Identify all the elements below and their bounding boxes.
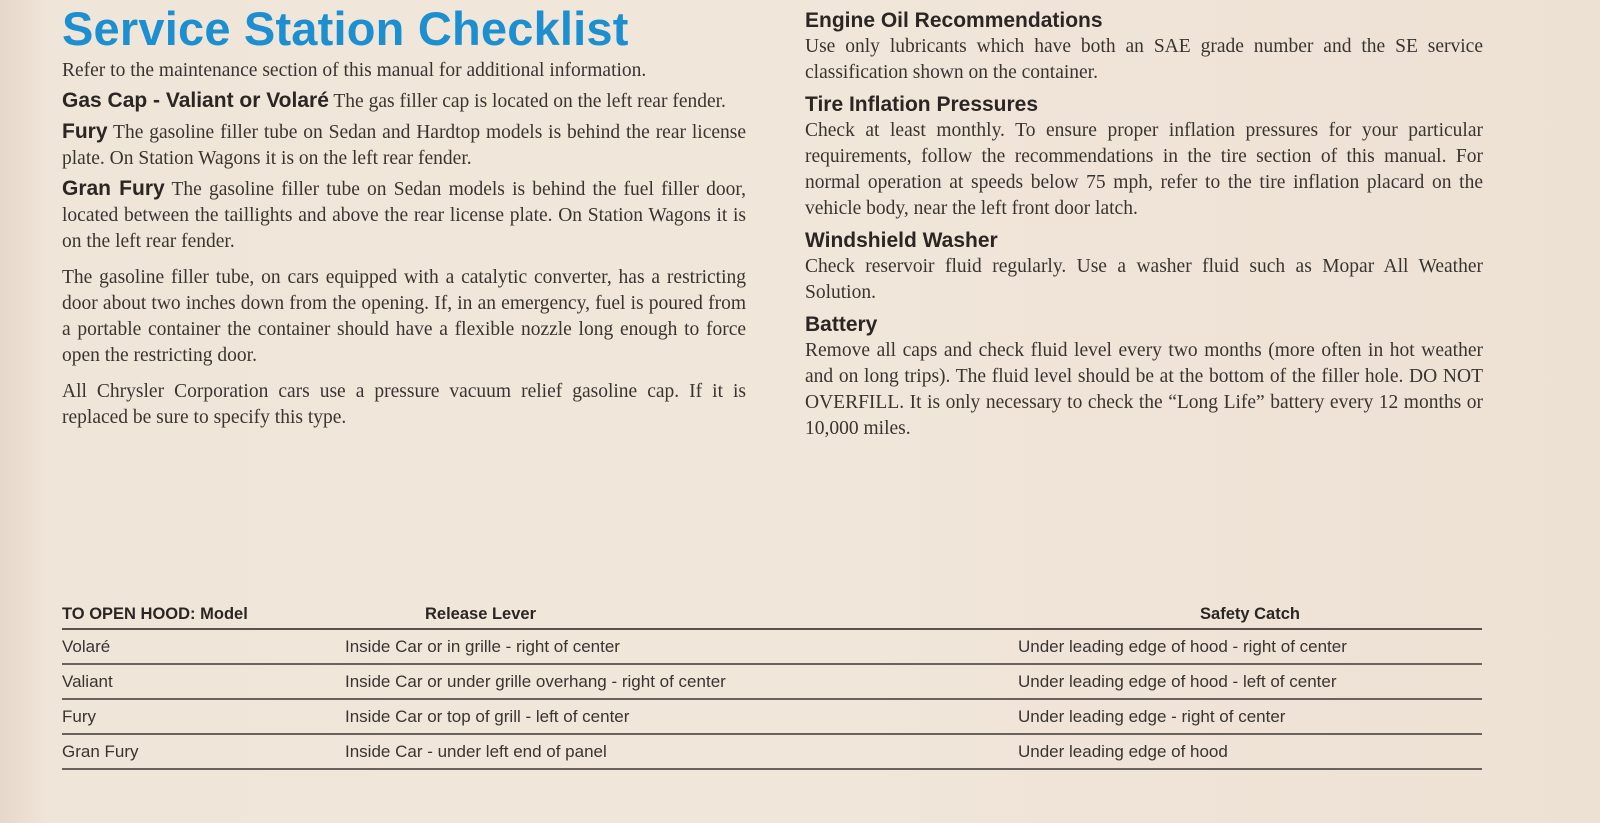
cell-model: Volaré (62, 629, 345, 664)
battery-text: Remove all caps and check fluid level every two months (more often in hot weather and on long trips). The fluid level should be at the bottom of the filler hole. DO NOT OVERFILL. It is only necessary to check the “Long Life” battery every 12 months or 10,000 miles. (805, 340, 1483, 439)
cell-safety-catch: Under leading edge of hood - right of center (1018, 629, 1482, 664)
header-model: TO OPEN HOOD: Model (62, 603, 345, 629)
page-title: Service Station Checklist (62, 2, 629, 55)
intro-paragraph: Refer to the maintenance section of this manual for additional information. (62, 60, 647, 81)
tire-inflation-text: Check at least monthly. To ensure proper inflation pressures for your particular requirements, follow the recommendations in the tire section of this manual. For normal operation at speeds below 75 mph, refer to the tire inflation placard on the vehicle body, near the left front door latch. (805, 120, 1483, 219)
gas-cap-section (62, 88, 746, 115)
cell-release-lever: Inside Car or in grille - right of center (345, 629, 1018, 664)
catalytic-paragraph: The gasoline filler tube, on cars equipped with a catalytic converter, has a restricting door about two inches down from the opening. If, in an emergency, fuel is poured from a portable container the container should have a flexible nozzle long enough to force open the restricting door. (62, 267, 746, 366)
header-release-lever: Release Lever (345, 603, 1018, 629)
table-row (62, 629, 1482, 664)
fury-section (62, 119, 746, 172)
cell-safety-catch: Under leading edge of hood - left of center (1018, 664, 1482, 699)
cell-release-lever: Inside Car or top of grill - left of center (345, 699, 1018, 734)
table-row (62, 734, 1482, 769)
section-lead: Gran Fury (62, 177, 165, 200)
cell-safety-catch: Under leading edge - right of center (1018, 699, 1482, 734)
section-text: The gasoline filler tube on Sedan models is behind the fuel filler door, located between the taillights and above the rear license plate. On Station Wagons it is on the left rear fender. (62, 179, 746, 252)
right-column (805, 8, 1483, 446)
cell-safety-catch: Under leading edge of hood (1018, 734, 1482, 769)
left-column (62, 0, 746, 435)
cell-release-lever: Inside Car or under grille overhang - right of center (345, 664, 1018, 699)
hood-opening-table (62, 603, 1482, 770)
battery-heading: Battery (805, 313, 878, 336)
section-text: The gas filler cap is located on the left rear fender. (328, 91, 726, 112)
cell-model: Valiant (62, 664, 345, 699)
windshield-washer-heading: Windshield Washer (805, 229, 998, 252)
table-header-row (62, 603, 1482, 629)
header-safety-catch: Safety Catch (1018, 603, 1482, 629)
tire-inflation-heading: Tire Inflation Pressures (805, 93, 1039, 116)
cell-model: Gran Fury (62, 734, 345, 769)
table-row (62, 664, 1482, 699)
windshield-washer-text: Check reservoir fluid regularly. Use a washer fluid such as Mopar All Weather Solution. (805, 256, 1483, 303)
gas-cap-paragraph: All Chrysler Corporation cars use a pressure vacuum relief gasoline cap. If it is replaced be sure to specify this type. (62, 381, 746, 428)
engine-oil-heading: Engine Oil Recommendations (805, 9, 1103, 32)
table-row (62, 699, 1482, 734)
cell-release-lever: Inside Car - under left end of panel (345, 734, 1018, 769)
cell-model: Fury (62, 699, 345, 734)
gran-fury-section (62, 176, 746, 255)
section-lead: Fury (62, 120, 108, 143)
section-lead: Gas Cap - Valiant or Volaré (62, 89, 329, 112)
engine-oil-text: Use only lubricants which have both an SAE grade number and the SE service classification shown on the container. (805, 36, 1483, 83)
section-text: The gasoline filler tube on Sedan and Hardtop models is behind the rear license plate. On Station Wagons it is on the left rear fender. (62, 122, 746, 169)
